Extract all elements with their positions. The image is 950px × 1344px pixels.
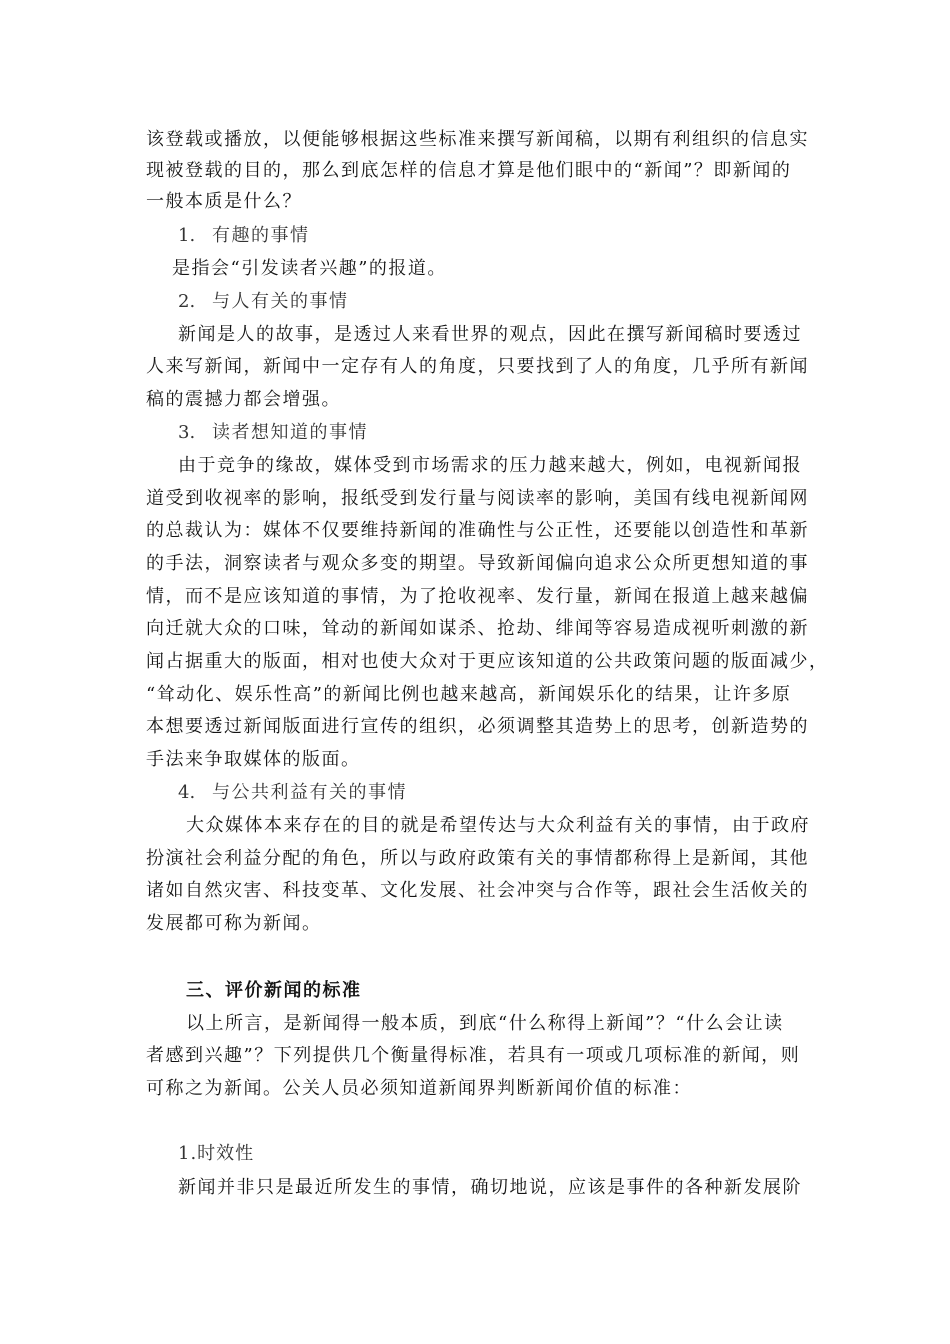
section-heading: 三、评价新闻的标准 [186,980,362,1001]
paragraph-line: 现被登载的目的，那么到底怎样的信息才算是他们眼中的“新闻”？即新闻的 [146,160,792,181]
list-item-3 [178,421,858,445]
paragraph-line: 发展都可称为新闻。 [146,913,322,934]
list-item-number: 4. [178,782,196,803]
paragraph-line: 的手法，洞察读者与观众多变的期望。导致新闻偏向追求公众所更想知道的事 [146,553,809,574]
paragraph-line: 的总裁认为：媒体不仅要维持新闻的准确性与公正性，还要能以创造性和革新 [146,520,809,541]
list-item-number: 1. [178,225,196,246]
paragraph-line: 诸如自然灾害、科技变革、文化发展、社会冲突与合作等，跟社会生活攸关的 [146,880,809,901]
paragraph-line: 以上所言，是新闻得一般本质，到底“什么称得上新闻”？“什么会让读 [186,1013,784,1034]
paragraph-line: 道受到收视率的影响，报纸受到发行量与阅读率的影响，美国有线电视新闻网 [146,488,809,509]
paragraph-line: 者感到兴趣”？下列提供几个衡量得标准，若具有一项或几项标准的新闻，则 [146,1045,801,1066]
paragraph-line: 新闻是人的故事，是透过人来看世界的观点，因此在撰写新闻稿时要透过 [178,324,802,345]
paragraph-line: 大众媒体本来存在的目的就是希望传达与大众利益有关的事情，由于政府 [186,815,810,836]
paragraph-line: 闻占据重大的版面，相对也使大众对于更应该知道的公共政策问题的版面减少， [146,651,829,672]
paragraph-line: 手法来争取媒体的版面。 [146,749,361,770]
list-item-1 [178,224,858,248]
paragraph-line: 向迁就大众的口味，耸动的新闻如谋杀、抢劫、绯闻等容易造成视听刺激的新 [146,618,809,639]
list-item-text: 有趣的事情 [212,225,310,246]
paragraph-line: 人来写新闻，新闻中一定存有人的角度，只要找到了人的角度，几乎所有新闻 [146,356,809,377]
paragraph-line: 情，而不是应该知道的事情，为了抢收视率、发行量，新闻在报道上越来越偏 [146,586,809,607]
paragraph-line: 本想要透过新闻版面进行宣传的组织，必须调整其造势上的思考，创新造势的 [146,716,809,737]
paragraph-line: 一般本质是什么？ [146,191,302,212]
paragraph-line: 该登载或播放，以便能够根据这些标准来撰写新闻稿，以期有利组织的信息实 [146,129,809,150]
list-item-text: 与人有关的事情 [212,291,349,312]
list-item-text: 与公共利益有关的事情 [212,782,407,803]
list-item-number: 2. [178,291,196,312]
paragraph-line: 由于竞争的缘故，媒体受到市场需求的压力越来越大，例如，电视新闻报 [178,455,802,476]
paragraph-line: 新闻并非只是最近所发生的事情，确切地说，应该是事件的各种新发展阶 [178,1177,802,1198]
list-item-4 [178,781,858,805]
paragraph-line: 扮演社会利益分配的角色，所以与政府政策有关的事情都称得上是新闻，其他 [146,848,809,869]
list-item-number: 3. [178,422,196,443]
list-item-2 [178,290,858,314]
paragraph-line: 稿的震撼力都会增强。 [146,389,341,410]
paragraph-line: 是指会“引发读者兴趣”的报道。 [172,258,447,279]
paragraph-line: 可称之为新闻。公关人员必须知道新闻界判断新闻价值的标准： [146,1078,692,1099]
list-item-text: 读者想知道的事情 [212,422,368,443]
paragraph-line: “耸动化、娱乐性高”的新闻比例也越来越高，新闻娱乐化的结果，让许多原 [146,684,792,705]
criterion-heading: 1.时效性 [178,1143,255,1164]
